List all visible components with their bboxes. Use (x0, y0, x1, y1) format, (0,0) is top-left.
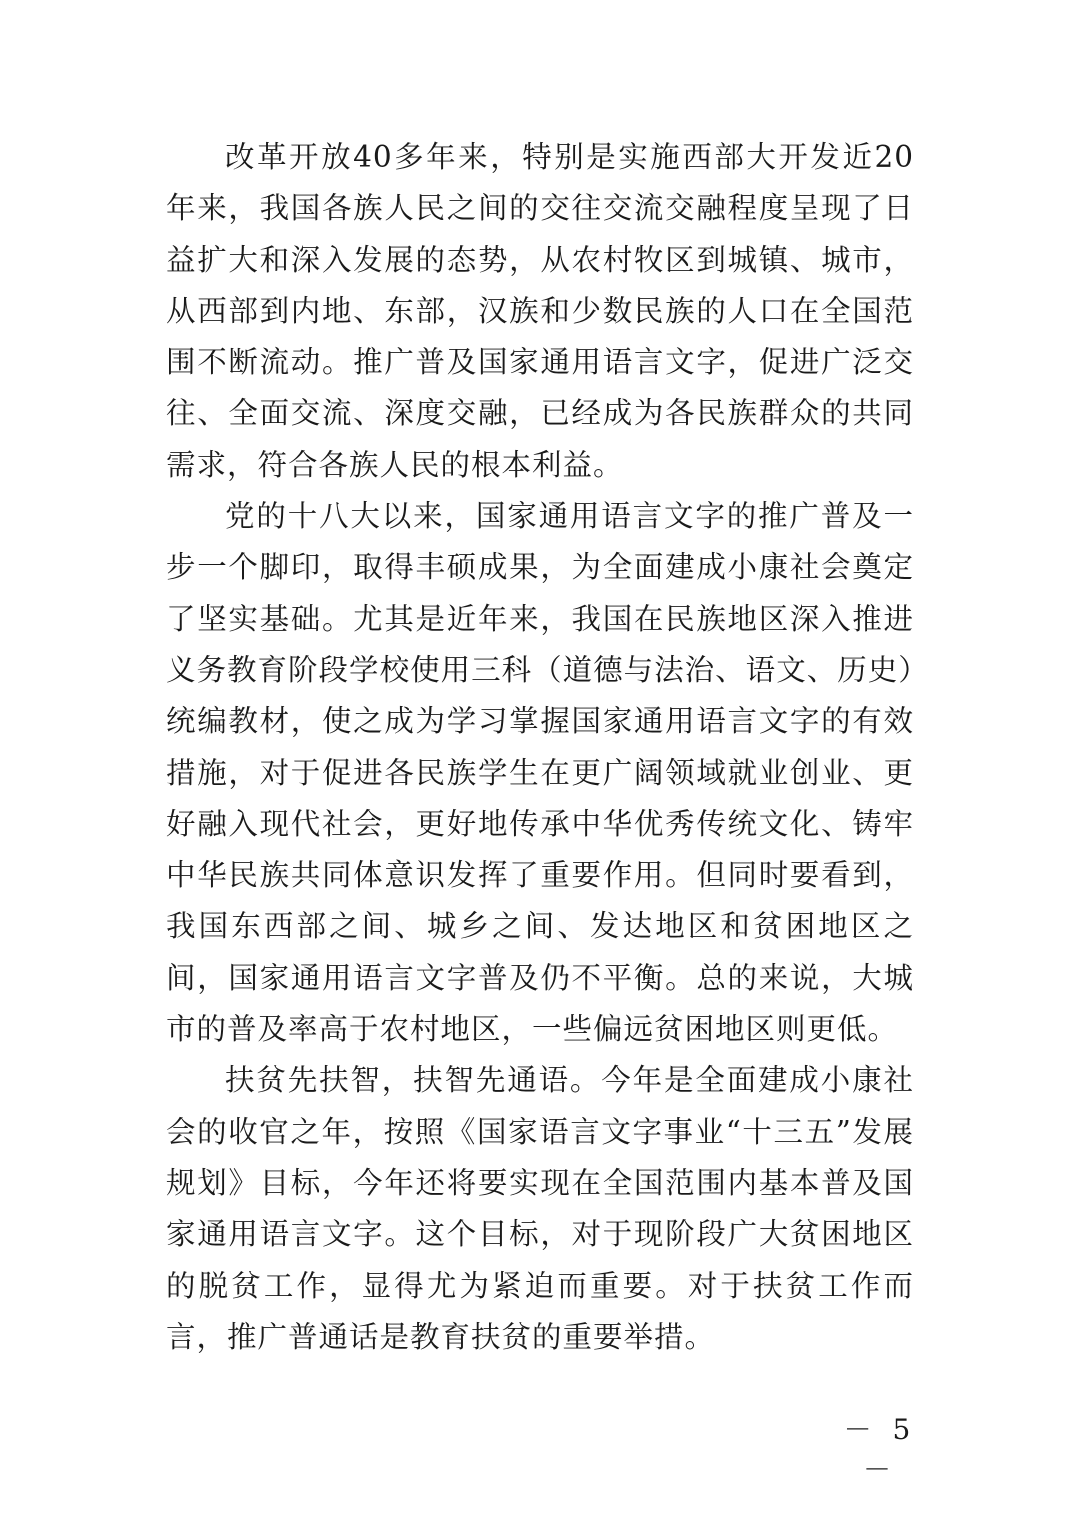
paragraph-1: 改革开放40多年来，特别是实施西部大开发近20年来，我国各族人民之间的交往交流交融程度呈现了日益扩大和深入发展的态势，从农村牧区到城镇、城市，从西部到内地、东部，汉族和少数民族的人口在全国范围不断流动。推广普及国家通用语言文字，促进广泛交往、全面交流、深度交融，已经成为各民族群众的共同需求，符合各族人民的根本利益。 (166, 140, 914, 482)
body-text (166, 132, 914, 1363)
paragraph-3: 扶贫先扶智，扶智先通语。今年是全面建成小康社会的收官之年，按照《国家语言文字事业“十三五”发展规划》目标，今年还将要实现在全国范围内基本普及国家通用语言文字。这个目标，对于现阶段广大贫困地区的脱贫工作，显得尤为紧迫而重要。对于扶贫工作而言，推广普通话是教育扶贫的重要举措。 (166, 1063, 914, 1354)
page-number: － 5 － (843, 1413, 917, 1486)
paragraph-2: 党的十八大以来，国家通用语言文字的推广普及一步一个脚印，取得丰硕成果，为全面建成小康社会奠定了坚实基础。尤其是近年来，我国在民族地区深入推进义务教育阶段学校使用三科（道德与法治、语文、历史）统编教材，使之成为学习掌握国家通用语言文字的有效措施，对于促进各民族学生在更广阔领域就业创业、更好融入现代社会，更好地传承中华优秀传统文化、铸牢中华民族共同体意识发挥了重要作用。但同时要看到，我国东西部之间、城乡之间、发达地区和贫困地区之间，国家通用语言文字普及仍不平衡。总的来说，大城市的普及率高于农村地区，一些偏远贫困地区则更低。 (166, 499, 914, 1047)
